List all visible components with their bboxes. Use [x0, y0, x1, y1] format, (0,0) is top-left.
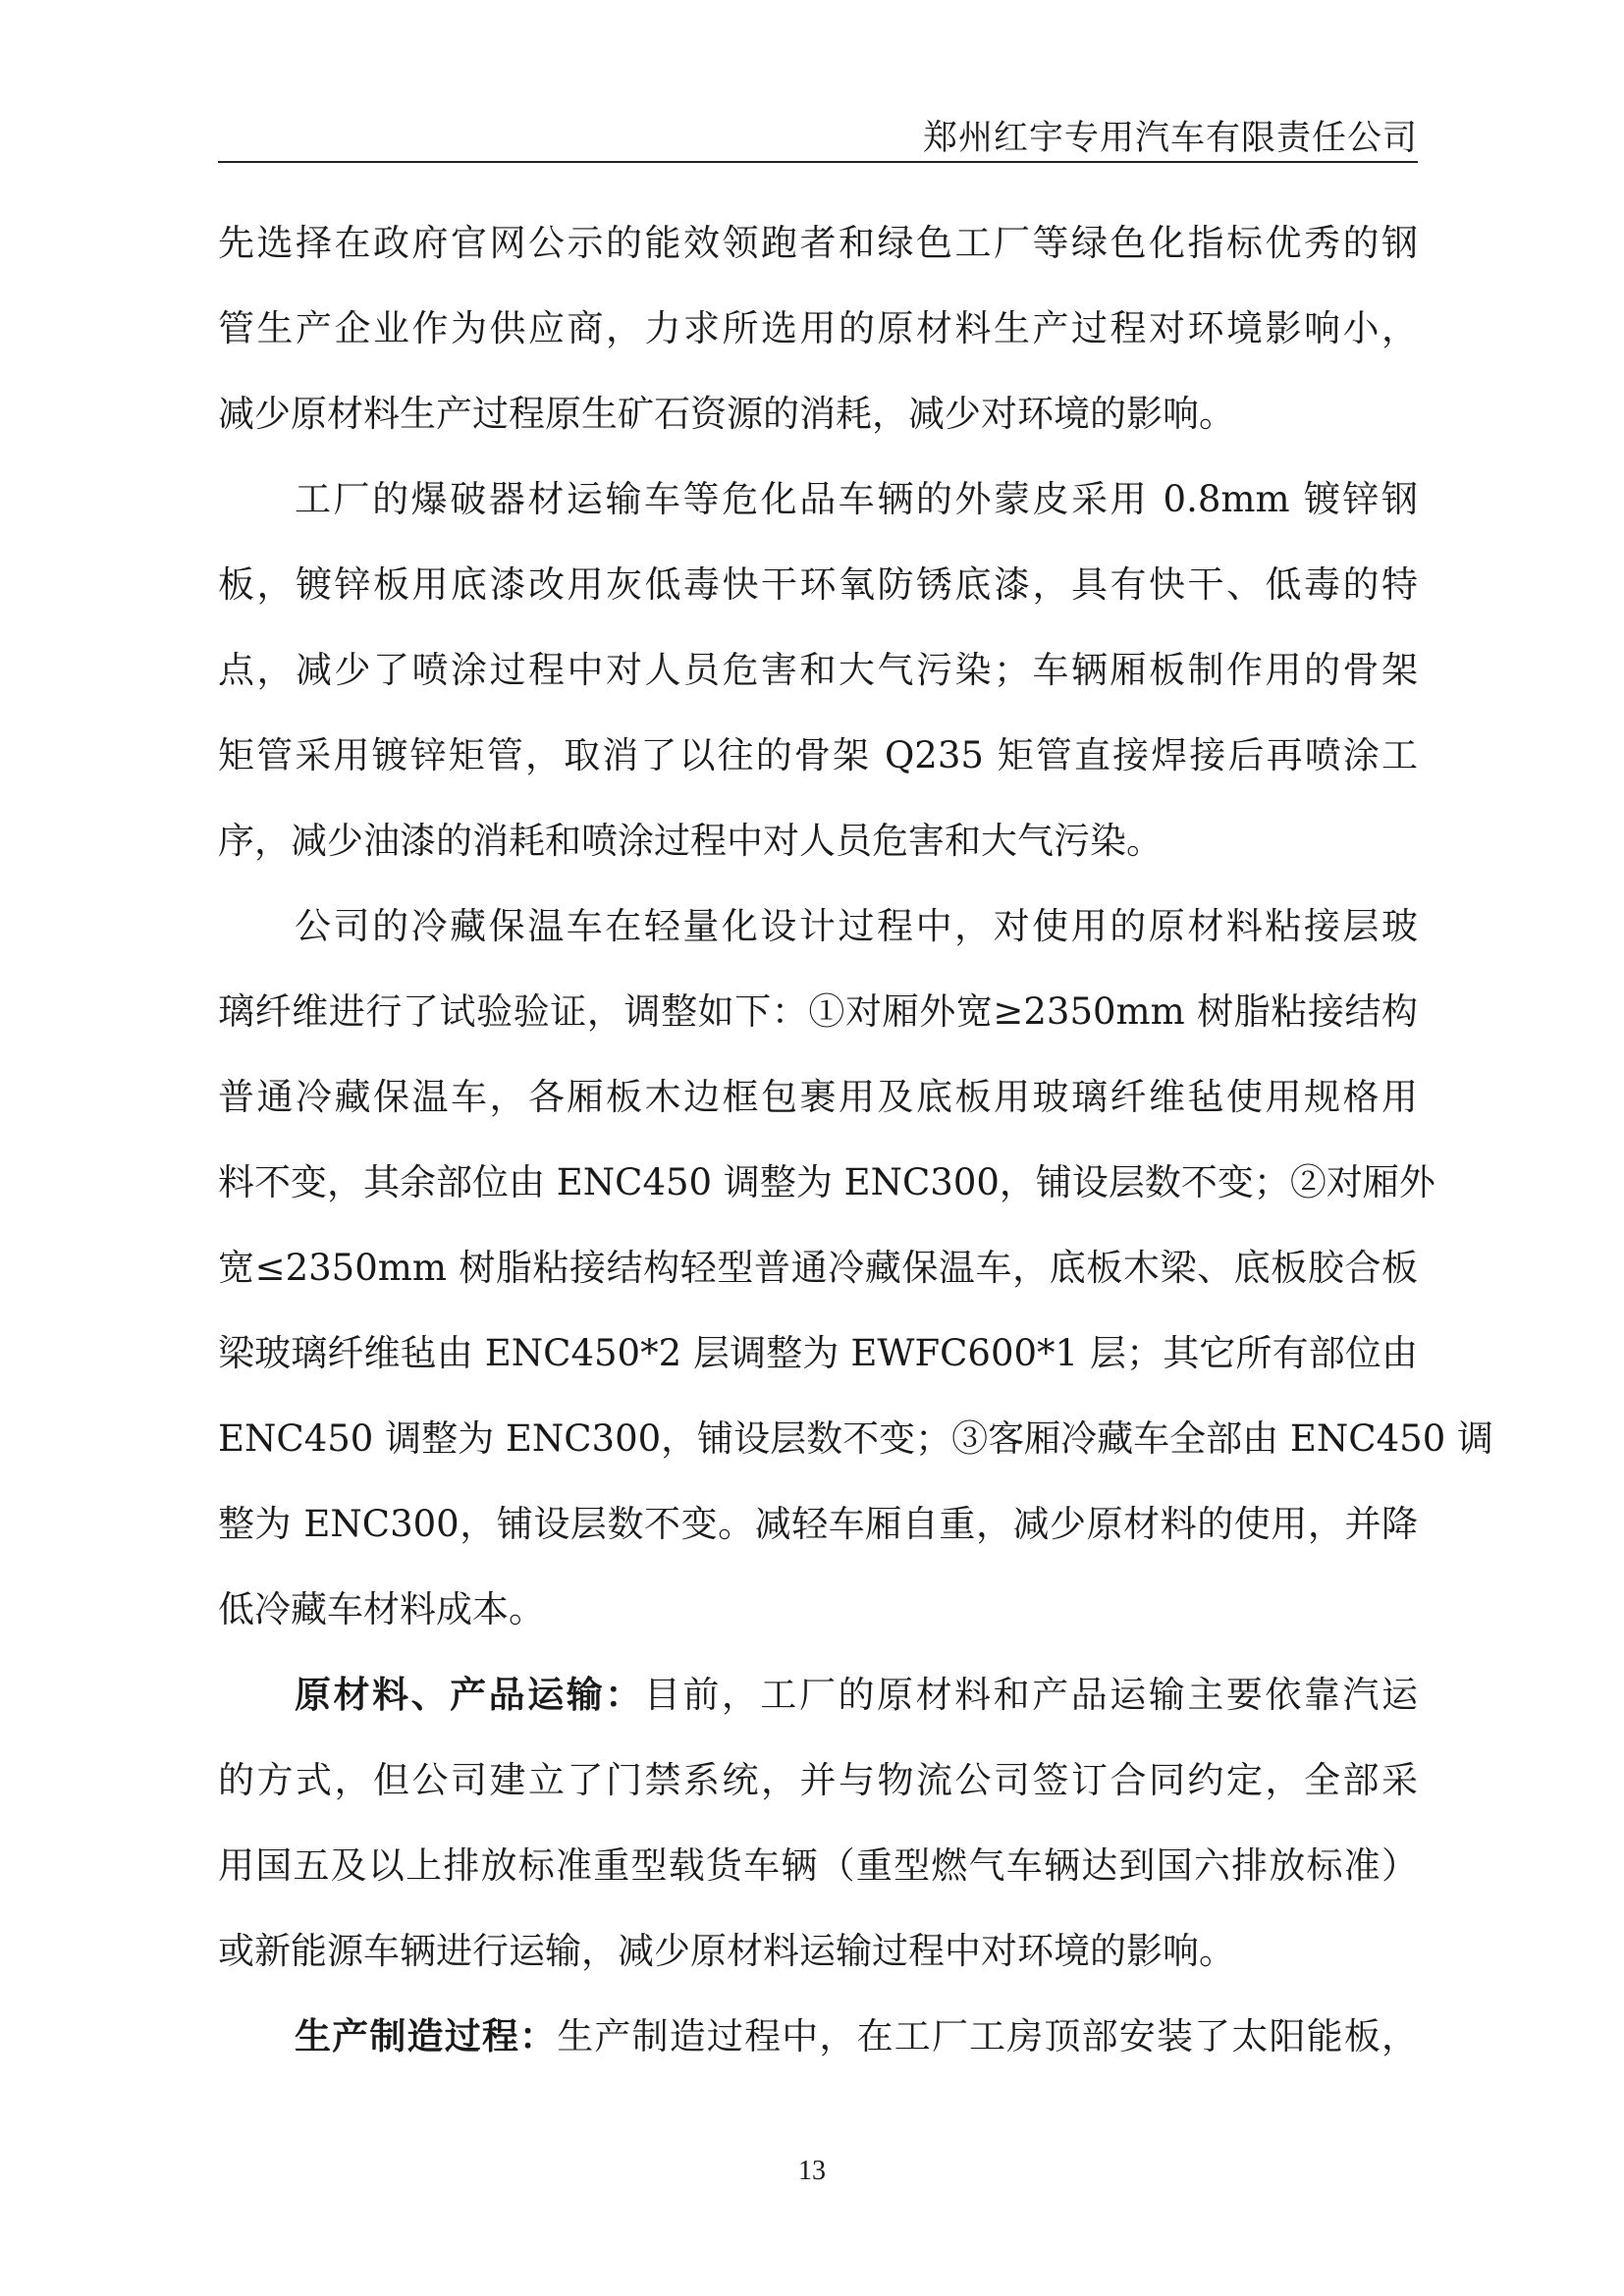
- text-line: 整为 ENC300，铺设层数不变。减轻车厢自重，减少原材料的使用，并降: [218, 1503, 1418, 1545]
- text-line: 的方式，但公司建立了门禁系统，并与物流公司签订合同约定，全部采: [218, 1759, 1418, 1801]
- text-run: 目前，工厂的原材料和产品运输主要依靠汽运: [643, 1674, 1419, 1716]
- text-line: 管生产企业作为供应商，力求所选用的原材料生产过程对环境影响小，: [218, 307, 1418, 349]
- paragraph-manufacturing: [218, 1994, 1418, 2079]
- company-name: 郑州红宇专用汽车有限责任公司: [922, 119, 1418, 158]
- text-line: 矩管采用镀锌矩管，取消了以往的骨架 Q235 矩管直接焊接后再喷涂工: [218, 734, 1418, 776]
- paragraph-transport: [218, 1652, 1418, 1994]
- paragraph-steel-suppliers: [218, 200, 1418, 456]
- text-line: [218, 1652, 1418, 1737]
- text-line: 用国五及以上排放标准重型载货车辆（重型燃气车辆达到国六排放标准）: [218, 1844, 1418, 1887]
- page-header: [218, 116, 1418, 163]
- text-line: [218, 1994, 1418, 2079]
- text-line: 璃纤维进行了试验验证，调整如下：①对厢外宽≥2350mm 树脂粘接结构: [218, 990, 1418, 1033]
- text-line: 普通冷藏保温车，各厢板木边框包裹用及底板用玻璃纤维毡使用规格用: [218, 1076, 1418, 1118]
- paragraph-galvanized-steel: [218, 456, 1418, 883]
- text-line: 板，镀锌板用底漆改用灰低毒快干环氧防锈底漆，具有快干、低毒的特: [218, 563, 1418, 606]
- text-line: 序，减少油漆的消耗和喷涂过程中对人员危害和大气污染。: [218, 820, 1163, 862]
- text-line: 或新能源车辆进行运输，减少原材料运输过程中对环境的影响。: [218, 1930, 1235, 1972]
- page-number: 13: [798, 2156, 826, 2186]
- text-line: 工厂的爆破器材运输车等危化品车辆的外蒙皮采用 0.8mm 镀锌钢: [295, 478, 1418, 520]
- text-line: 低冷藏车材料成本。: [218, 1588, 545, 1630]
- text-line: 点，减少了喷涂过程中对人员危害和大气污染；车辆厢板制作用的骨架: [218, 649, 1418, 691]
- text-line: 先选择在政府官网公示的能效领跑者和绿色工厂等绿色化指标优秀的钢: [218, 222, 1418, 264]
- text-line: 料不变，其余部位由 ENC450 调整为 ENC300，铺设层数不变；②对厢外: [218, 1161, 1435, 1203]
- text-line: 公司的冷藏保温车在轻量化设计过程中，对使用的原材料粘接层玻: [295, 905, 1418, 947]
- text-line: 宽≤2350mm 树脂粘接结构轻型普通冷藏保温车，底板木梁、底板胶合板: [218, 1247, 1418, 1289]
- section-heading-transport: 原材料、产品运输：: [295, 1673, 644, 1716]
- text-run: 生产制造过程中，在工厂工房顶部安装了太阳能板，: [557, 2015, 1419, 2057]
- paragraph-refrigerated-trucks: [218, 883, 1493, 1652]
- document-body: [218, 200, 1493, 2079]
- text-line: 梁玻璃纤维毡由 ENC450*2 层调整为 EWFC600*1 层；其它所有部位由: [218, 1332, 1418, 1374]
- text-line: ENC450 调整为 ENC300，铺设层数不变；③客厢冷藏车全部由 ENC450 调: [218, 1417, 1493, 1460]
- section-heading-manufacturing: 生产制造过程：: [295, 2014, 558, 2057]
- text-line: 减少原材料生产过程原生矿石资源的消耗，减少对环境的影响。: [218, 393, 1235, 435]
